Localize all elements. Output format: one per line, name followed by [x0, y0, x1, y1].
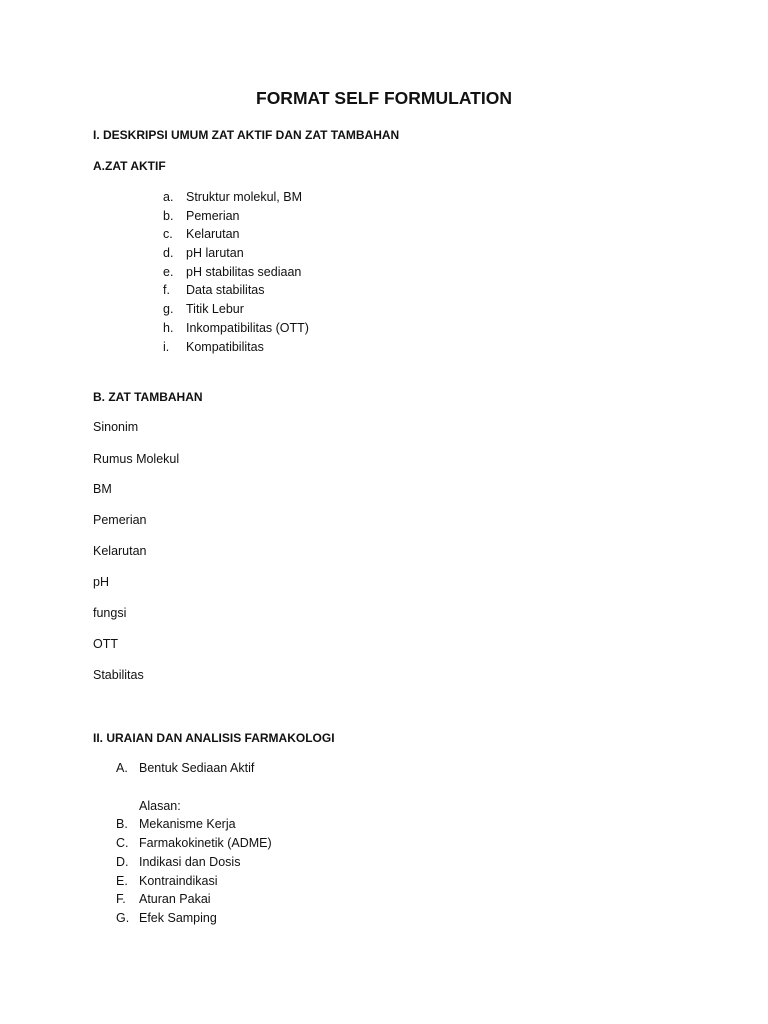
- list-item: Pemerian: [186, 209, 240, 223]
- list-item: pH: [93, 575, 109, 589]
- list-item: Indikasi dan Dosis: [139, 855, 241, 869]
- list-marker: F.: [116, 892, 126, 906]
- list-item: Kontraindikasi: [139, 874, 218, 888]
- list-marker: E.: [116, 874, 128, 888]
- section-2-heading: II. URAIAN DAN ANALISIS FARMAKOLOGI: [93, 731, 335, 745]
- list-item: Sinonim: [93, 420, 139, 434]
- list-marker: B.: [116, 817, 128, 831]
- list-marker: g.: [163, 302, 174, 316]
- list-marker: A.: [116, 761, 128, 775]
- zat-tambahan-heading: B. ZAT TAMBAHAN: [93, 390, 203, 404]
- list-marker: i.: [163, 340, 170, 354]
- list-item: fungsi: [93, 606, 127, 620]
- list-item: Titik Lebur: [186, 302, 244, 316]
- list-item: Stabilitas: [93, 668, 144, 682]
- list-marker: G.: [116, 911, 130, 925]
- list-marker: c.: [163, 227, 173, 241]
- zat-aktif-heading: A.ZAT AKTIF: [93, 159, 166, 173]
- list-item: pH larutan: [186, 246, 244, 260]
- list-marker: a.: [163, 190, 174, 204]
- list-marker: f.: [163, 283, 170, 297]
- list-marker: D.: [116, 855, 129, 869]
- list-item: Mekanisme Kerja: [139, 817, 236, 831]
- list-item: Bentuk Sediaan Aktif: [139, 761, 255, 775]
- list-marker: C.: [116, 836, 129, 850]
- list-item: Efek Samping: [139, 911, 217, 925]
- list-item: Inkompatibilitas (OTT): [186, 321, 309, 335]
- list-item: pH stabilitas sediaan: [186, 265, 302, 279]
- list-item: BM: [93, 482, 112, 496]
- list-item: Aturan Pakai: [139, 892, 211, 906]
- alasan-label: Alasan:: [139, 799, 181, 813]
- section-1-heading: I. DESKRIPSI UMUM ZAT AKTIF DAN ZAT TAMBAHAN: [93, 128, 400, 142]
- list-marker: h.: [163, 321, 174, 335]
- list-item: Pemerian: [93, 513, 147, 527]
- list-item: Farmakokinetik (ADME): [139, 836, 272, 850]
- list-marker: e.: [163, 265, 174, 279]
- list-marker: b.: [163, 209, 174, 223]
- list-item: Kompatibilitas: [186, 340, 264, 354]
- list-item: Struktur molekul, BM: [186, 190, 303, 204]
- document-title: FORMAT SELF FORMULATION: [256, 88, 512, 108]
- list-item: Rumus Molekul: [93, 452, 180, 466]
- list-item: Data stabilitas: [186, 283, 265, 297]
- list-item: Kelarutan: [186, 227, 240, 241]
- list-item: Kelarutan: [93, 544, 147, 558]
- list-item: OTT: [93, 637, 118, 651]
- list-marker: d.: [163, 246, 174, 260]
